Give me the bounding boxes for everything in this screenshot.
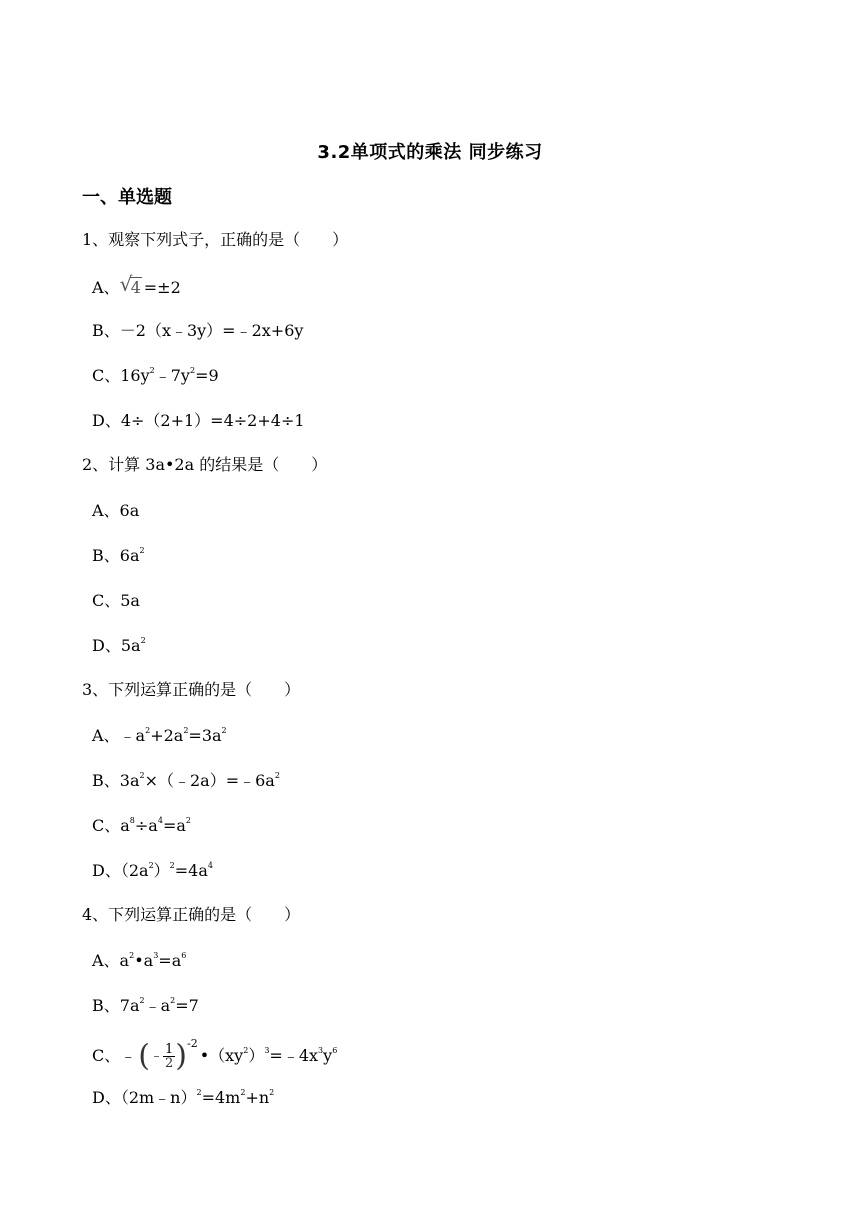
section-heading: 一、单选题 [82, 187, 172, 208]
sign: ﹣ [149, 1048, 163, 1064]
exponent: 2 [149, 366, 155, 375]
text: A、﹣a [92, 726, 146, 745]
exponent: 2 [269, 1088, 275, 1097]
text: ﹣7y [154, 366, 190, 385]
exponent: 4 [207, 861, 213, 870]
exponent: 2 [240, 1088, 246, 1097]
square-root [119, 272, 142, 299]
exponent: 2 [221, 726, 227, 735]
text: D、（2m﹣n） [92, 1088, 197, 1107]
text: +2a [150, 726, 184, 745]
exponent: 3 [264, 1046, 270, 1055]
exponent: 2 [139, 546, 145, 555]
question-4-option-d [92, 1087, 274, 1109]
exponent: 3 [153, 951, 159, 960]
text: =4a [174, 861, 208, 880]
text: =7 [175, 996, 199, 1015]
right-paren: ) [175, 1038, 187, 1074]
exponent: -2 [186, 1037, 198, 1050]
exponent: 2 [148, 861, 154, 870]
question-4-stem: 4、下列运算正确的是（ ） [82, 905, 301, 924]
page-title: 3.2单项式的乘法 同步练习 [317, 142, 543, 163]
question-1-option-a [92, 272, 181, 299]
exponent: 2 [140, 636, 146, 645]
text: ×（﹣2a）=﹣6a [144, 771, 275, 790]
exponent: 2 [139, 996, 145, 1005]
denominator: 2 [164, 1056, 174, 1071]
question-1-option-d: D、4÷（2+1）=4÷2+4÷1 [92, 411, 305, 430]
text: A、a [92, 951, 130, 970]
text: B、3a [92, 771, 140, 790]
text: ） [248, 1046, 265, 1065]
question-4-option-c [92, 1037, 338, 1074]
exponent: 2 [170, 996, 176, 1005]
exponent: 6 [332, 1046, 338, 1055]
question-1-stem: 1、观察下列式子，正确的是（ ） [82, 230, 349, 249]
fraction [163, 1043, 175, 1070]
question-2-option-a: A、6a [92, 501, 140, 520]
text: y [323, 1046, 333, 1065]
text: •（xy [199, 1046, 244, 1065]
question-3-stem: 3、下列运算正确的是（ ） [82, 680, 301, 699]
exponent: 4 [157, 816, 163, 825]
question-3-option-a [92, 725, 227, 747]
exponent: 2 [129, 951, 135, 960]
text: =4m [201, 1088, 241, 1107]
exponent: 2 [169, 861, 175, 870]
text: =a [162, 816, 186, 835]
text: =a [158, 951, 182, 970]
exponent: 3 [318, 1046, 324, 1055]
text: C、﹣ [92, 1046, 137, 1065]
radical-sign-icon: √ [119, 272, 133, 296]
exponent: 6 [181, 951, 187, 960]
numerator: 1 [164, 1042, 174, 1057]
question-3-option-b [92, 770, 280, 792]
exponent: 2 [139, 771, 145, 780]
question-2-option-b [92, 545, 145, 567]
text: B、6a [92, 546, 140, 565]
fraction-power [138, 1037, 198, 1074]
question-1-option-c [92, 365, 219, 387]
question-4-option-a [92, 950, 186, 972]
question-2-option-d [92, 635, 146, 657]
exponent: 2 [189, 366, 196, 375]
text: D、（2a [92, 861, 149, 880]
exponent: 2 [243, 1046, 249, 1055]
exponent: 2 [274, 771, 280, 780]
text: C、a [92, 816, 130, 835]
exponent: 2 [196, 1088, 202, 1097]
exponent: 2 [183, 726, 189, 735]
radicand: 4 [130, 278, 141, 297]
text: ） [153, 861, 170, 880]
text: D、5a [92, 636, 141, 655]
text: =﹣4x [269, 1046, 319, 1065]
question-1-option-b: B、－2（x﹣3y）=﹣2x+6y [92, 321, 304, 340]
left-paren: ( [138, 1038, 150, 1074]
text: ÷a [134, 816, 158, 835]
text: B、7a [92, 996, 140, 1015]
question-2-stem: 2、计算 3a•2a 的结果是（ ） [82, 455, 328, 474]
text: =9 [195, 366, 219, 385]
text: +n [245, 1088, 270, 1107]
option-text: =±2 [143, 278, 181, 297]
question-3-option-c [92, 815, 191, 837]
question-4-option-b [92, 995, 199, 1017]
exponent: 8 [129, 816, 135, 825]
exponent: 2 [185, 816, 191, 825]
question-3-option-d [92, 860, 213, 882]
text: ﹣a [144, 996, 171, 1015]
text: C、16y [92, 366, 150, 385]
option-label: A、 [92, 278, 120, 297]
text: =3a [188, 726, 222, 745]
text: •a [134, 951, 154, 970]
question-2-option-c: C、5a [92, 591, 140, 610]
exponent: 2 [145, 726, 151, 735]
